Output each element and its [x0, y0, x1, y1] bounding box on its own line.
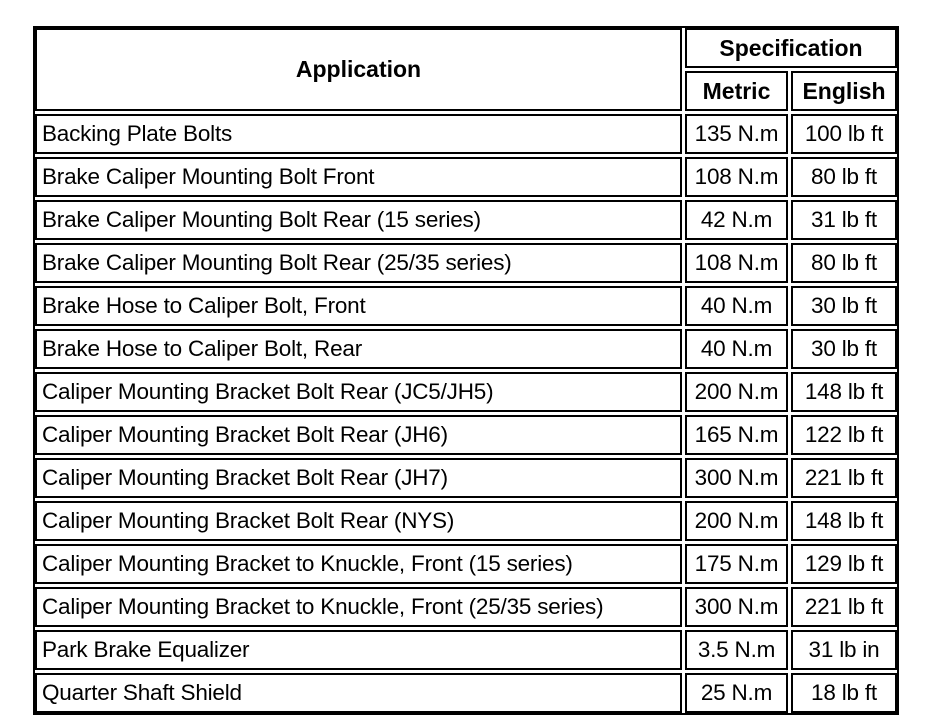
english-cell: 221 lb ft	[791, 458, 897, 501]
english-cell: 80 lb ft	[791, 157, 897, 200]
english-cell: 122 lb ft	[791, 415, 897, 458]
metric-cell: 40 N.m	[685, 286, 791, 329]
application-cell: Quarter Shaft Shield	[35, 673, 685, 713]
metric-cell: 3.5 N.m	[685, 630, 791, 673]
application-cell: Caliper Mounting Bracket to Knuckle, Front (15 series)	[35, 544, 685, 587]
table-row	[35, 200, 897, 243]
metric-cell: 175 N.m	[685, 544, 791, 587]
table-row	[35, 329, 897, 372]
application-cell: Caliper Mounting Bracket Bolt Rear (JC5/JH5)	[35, 372, 685, 415]
english-cell: 221 lb ft	[791, 587, 897, 630]
table-row	[35, 372, 897, 415]
metric-cell: 108 N.m	[685, 157, 791, 200]
metric-cell: 135 N.m	[685, 114, 791, 157]
table-row	[35, 544, 897, 587]
english-cell: 18 lb ft	[791, 673, 897, 713]
application-header: Application	[35, 28, 685, 114]
metric-cell: 25 N.m	[685, 673, 791, 713]
application-cell: Caliper Mounting Bracket Bolt Rear (JH6)	[35, 415, 685, 458]
table-row	[35, 587, 897, 630]
application-cell: Backing Plate Bolts	[35, 114, 685, 157]
metric-cell: 300 N.m	[685, 458, 791, 501]
table-row	[35, 673, 897, 713]
english-cell: 30 lb ft	[791, 329, 897, 372]
english-cell: 80 lb ft	[791, 243, 897, 286]
application-cell: Caliper Mounting Bracket Bolt Rear (JH7)	[35, 458, 685, 501]
application-cell: Caliper Mounting Bracket Bolt Rear (NYS)	[35, 501, 685, 544]
english-cell: 31 lb ft	[791, 200, 897, 243]
english-cell: 31 lb in	[791, 630, 897, 673]
torque-spec-table	[33, 26, 899, 715]
table-row	[35, 501, 897, 544]
metric-cell: 40 N.m	[685, 329, 791, 372]
application-cell: Brake Caliper Mounting Bolt Rear (25/35 series)	[35, 243, 685, 286]
metric-cell: 200 N.m	[685, 501, 791, 544]
metric-cell: 108 N.m	[685, 243, 791, 286]
table-row	[35, 458, 897, 501]
header-row-top	[35, 28, 897, 71]
english-cell: 148 lb ft	[791, 501, 897, 544]
table-row	[35, 114, 897, 157]
english-cell: 100 lb ft	[791, 114, 897, 157]
english-cell: 30 lb ft	[791, 286, 897, 329]
metric-cell: 42 N.m	[685, 200, 791, 243]
table-body	[35, 114, 897, 713]
application-cell: Brake Hose to Caliper Bolt, Rear	[35, 329, 685, 372]
table-row	[35, 243, 897, 286]
metric-cell: 300 N.m	[685, 587, 791, 630]
application-cell: Brake Caliper Mounting Bolt Rear (15 series)	[35, 200, 685, 243]
application-cell: Park Brake Equalizer	[35, 630, 685, 673]
metric-cell: 200 N.m	[685, 372, 791, 415]
table-row	[35, 415, 897, 458]
application-cell: Brake Caliper Mounting Bolt Front	[35, 157, 685, 200]
metric-header: Metric	[685, 71, 791, 114]
table-row	[35, 286, 897, 329]
metric-cell: 165 N.m	[685, 415, 791, 458]
english-header: English	[791, 71, 897, 114]
table-row	[35, 157, 897, 200]
table-header	[35, 28, 897, 114]
application-cell: Brake Hose to Caliper Bolt, Front	[35, 286, 685, 329]
application-cell: Caliper Mounting Bracket to Knuckle, Front (25/35 series)	[35, 587, 685, 630]
english-cell: 129 lb ft	[791, 544, 897, 587]
specification-header: Specification	[685, 28, 897, 71]
table-row	[35, 630, 897, 673]
english-cell: 148 lb ft	[791, 372, 897, 415]
